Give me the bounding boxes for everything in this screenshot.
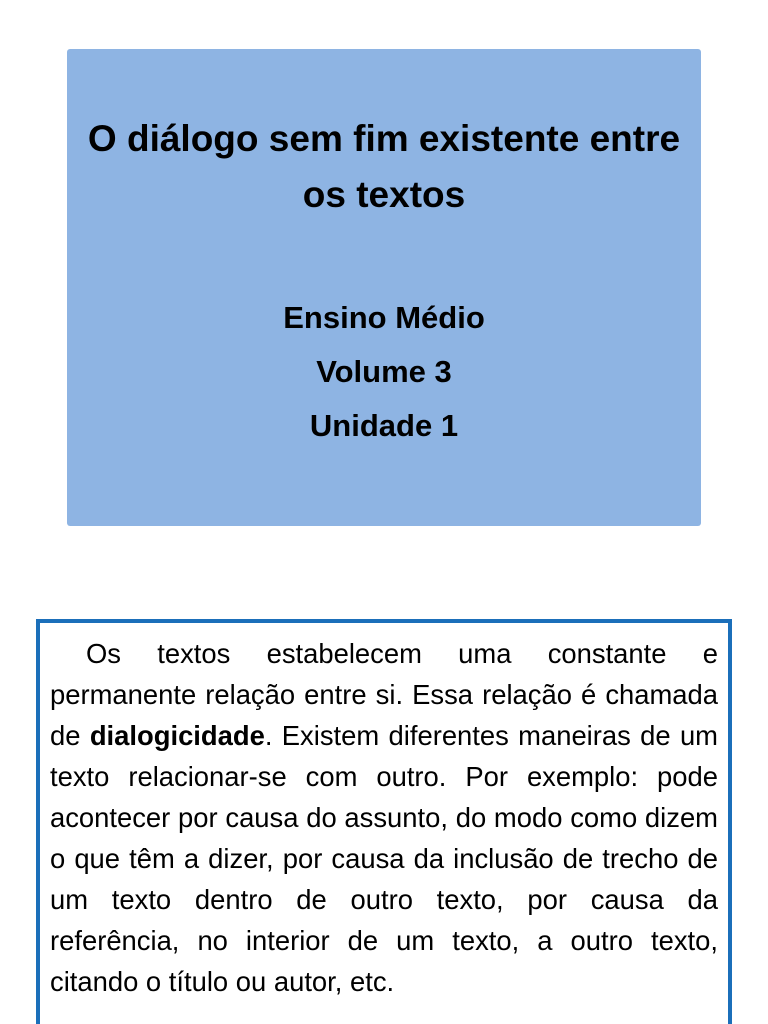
document-title: O diálogo sem fim existente entre os textos [87, 118, 681, 215]
unit-label: Unidade 1 [309, 408, 459, 443]
body-paragraph [50, 633, 718, 1002]
volume-label: Volume 3 [316, 354, 452, 389]
title-card [67, 49, 701, 526]
paragraph-text-start: Os textos estabelecem uma constante e permanente relação entre si. Essa relação é chamada de [50, 638, 718, 751]
education-level: Ensino Médio [283, 300, 485, 335]
paragraph-text-end: . Existem diferentes maneiras de um texto relacionar-se com outro. Por exemplo: pode acontecer por causa do assunto, do modo como dizem o que têm a dizer, por causa da inclusão de trecho de um texto dentro de outro texto, por causa da referência, no interior de um texto, a outro texto, citando o título ou autor, etc. [50, 720, 718, 997]
body-text-box [36, 619, 732, 1024]
highlighted-term: dialogicidade [89, 720, 265, 751]
document-meta [87, 291, 681, 453]
